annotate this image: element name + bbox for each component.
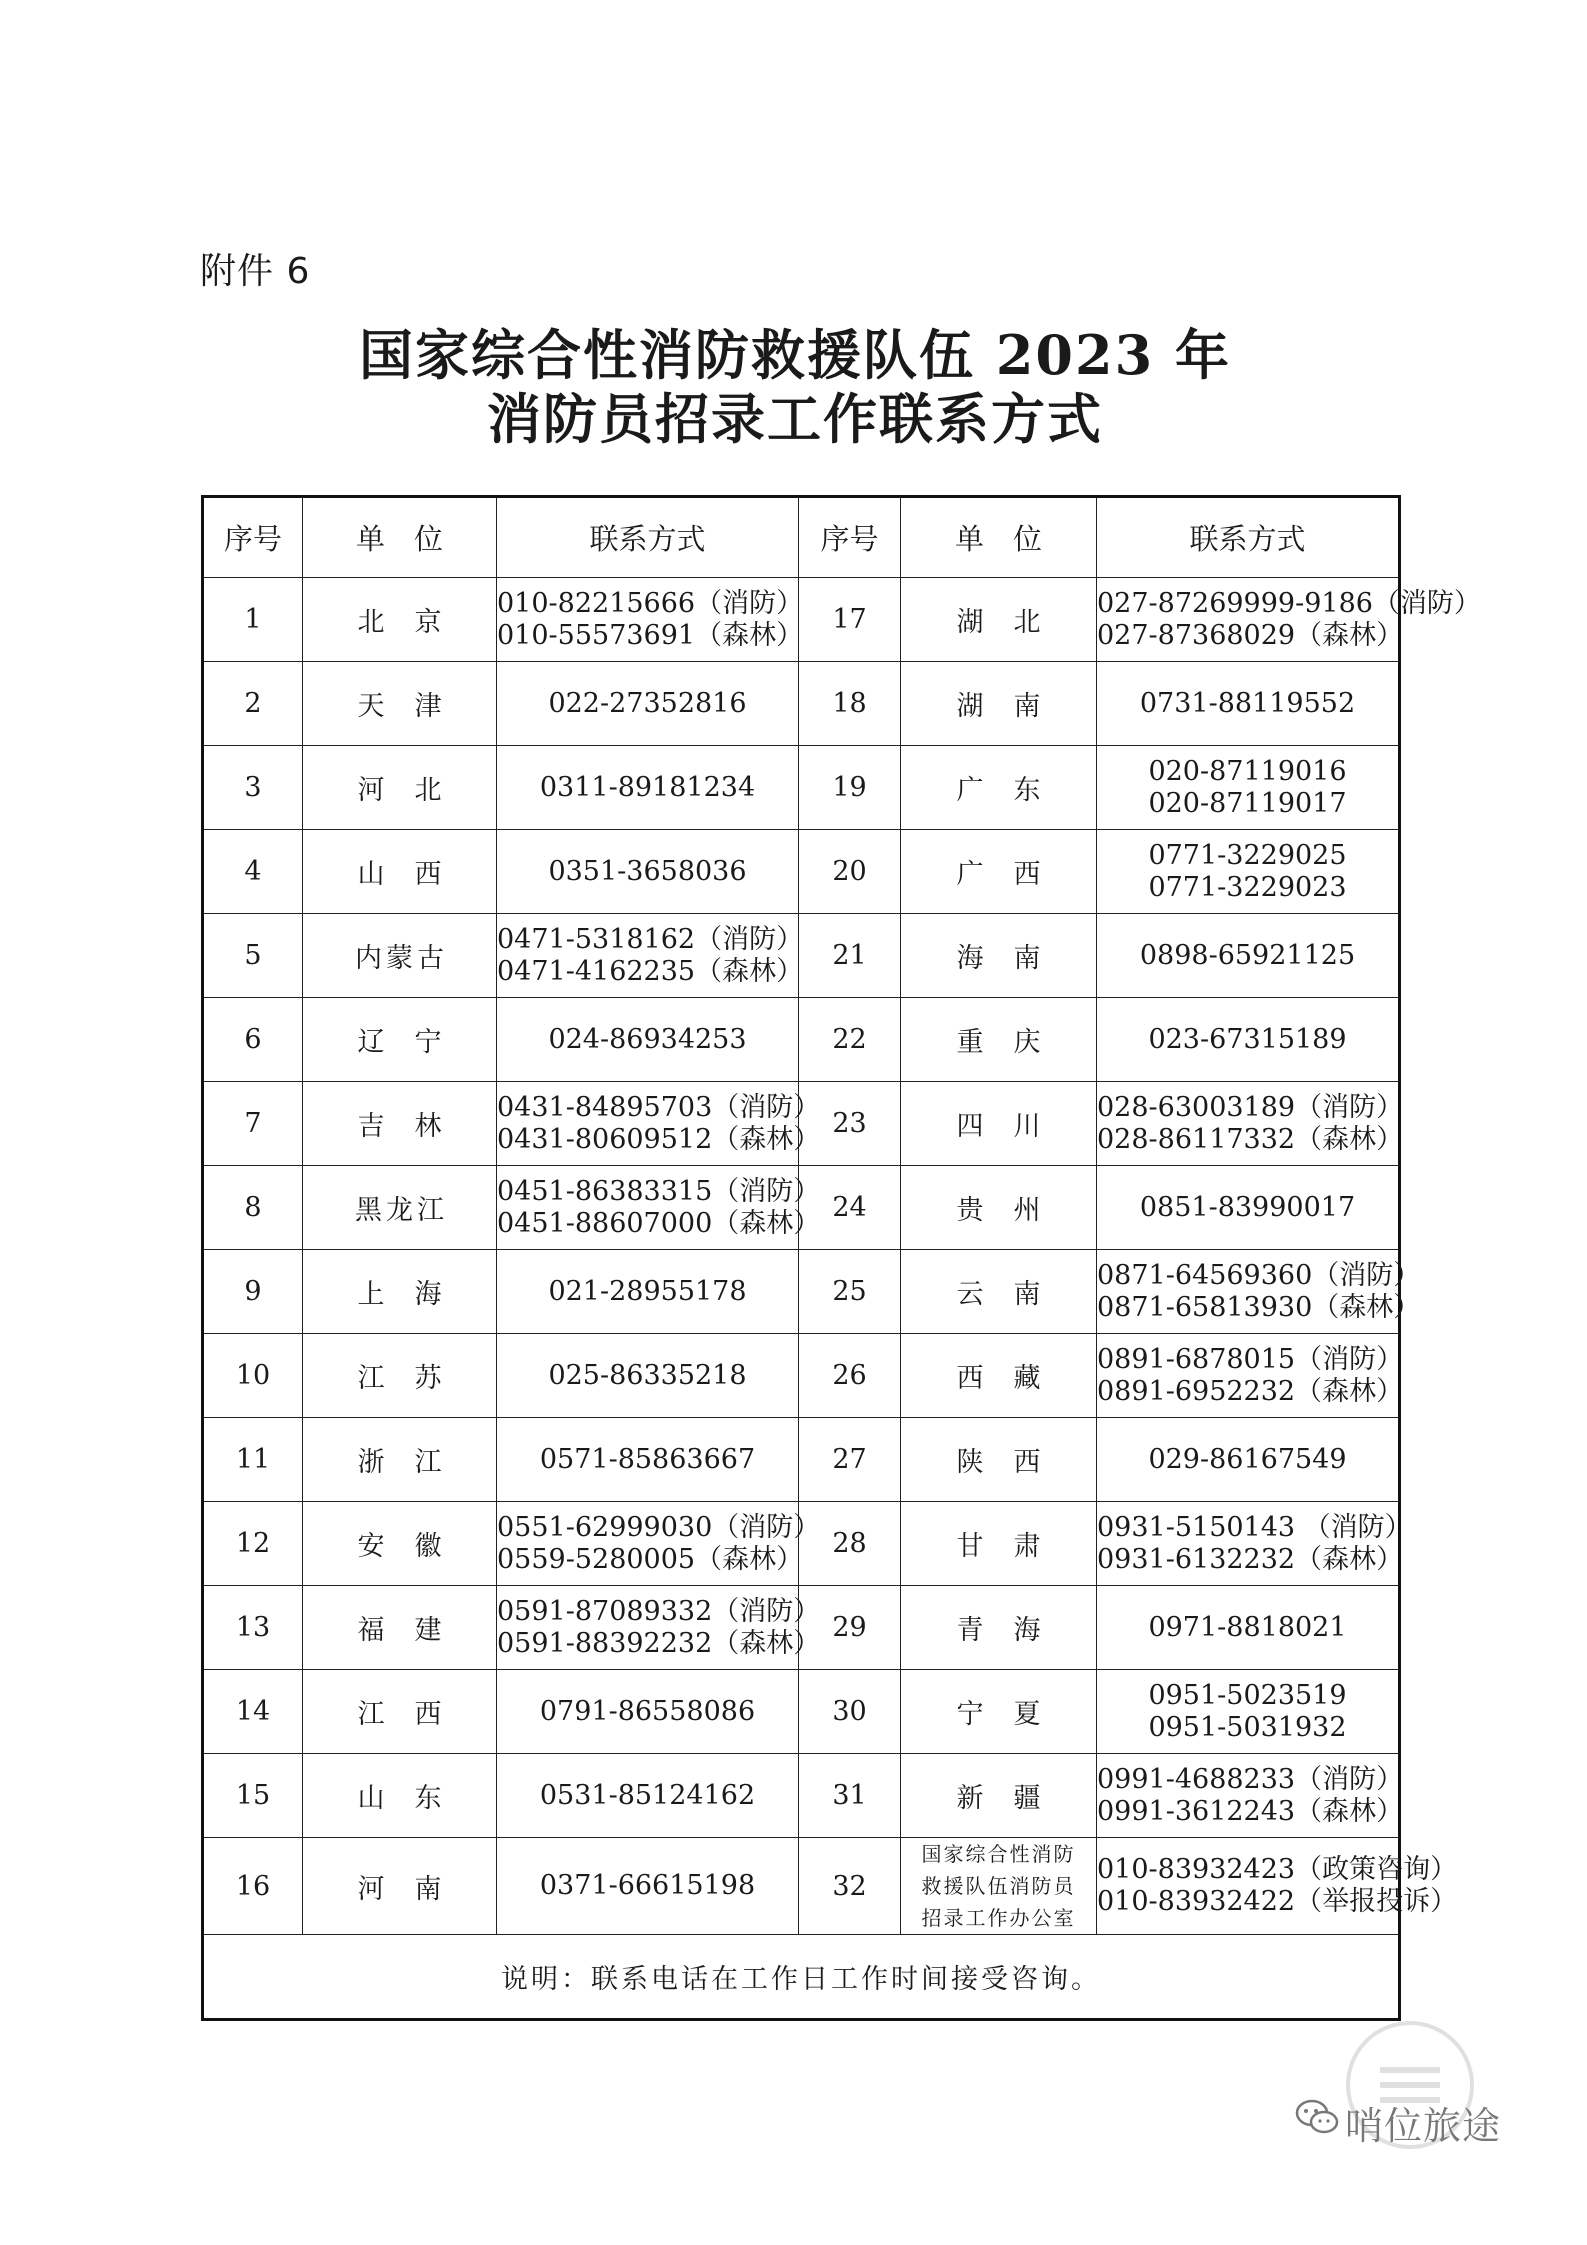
header-unit: 单 位: [901, 497, 1097, 578]
unit-name: 广东: [901, 746, 1097, 830]
phone-number: 029-86167549: [1148, 1443, 1347, 1475]
phone-number: 0891-6952232（森林）: [1097, 1375, 1404, 1407]
contact-info: [1097, 830, 1400, 914]
row-number: 27: [799, 1418, 901, 1502]
row-number: 4: [203, 830, 303, 914]
row-number: 7: [203, 1082, 303, 1166]
table-body: [203, 578, 1481, 1935]
phone-number: 0991-4688233（消防）: [1097, 1763, 1404, 1795]
document-title-line-2: 消防员招录工作联系方式: [487, 387, 1103, 451]
unit-name: 新疆: [901, 1754, 1097, 1838]
row-number: 32: [799, 1838, 901, 1935]
phone-number: 0571-85863667: [539, 1443, 756, 1475]
unit-name: 辽宁: [303, 998, 497, 1082]
phone-number: 0431-80609512（森林）: [497, 1123, 821, 1155]
phone-number: 0731-88119552: [1139, 687, 1356, 719]
contact-info: [497, 1586, 821, 1670]
phone-number: 0471-5318162（消防）: [497, 923, 804, 955]
row-number: 12: [203, 1502, 303, 1586]
table-row: [203, 1166, 1400, 1250]
unit-name: 宁夏: [901, 1670, 1097, 1754]
contact-info: [497, 662, 799, 746]
row-number: 16: [203, 1838, 303, 1935]
phone-number: 022-27352816: [548, 687, 747, 719]
wechat-icon: [1295, 2098, 1339, 2136]
contact-info: [497, 1418, 799, 1502]
phone-number: 023-67315189: [1148, 1023, 1347, 1055]
unit-name: 重庆: [901, 998, 1097, 1082]
unit-name: 吉林: [303, 1082, 497, 1166]
unit-name-line: 招录工作办公室: [921, 1906, 1076, 1930]
unit-name: 山西: [303, 830, 497, 914]
unit-name: 贵州: [901, 1166, 1097, 1250]
phone-number: 0559-5280005（森林）: [497, 1543, 804, 1575]
phone-number: 0898-65921125: [1139, 939, 1356, 971]
unit-name: 江苏: [303, 1334, 497, 1418]
contact-info: [1097, 1838, 1458, 1935]
phone-number: 0351-3658036: [548, 855, 747, 887]
contact-info: [1097, 1754, 1404, 1838]
contact-info: [497, 830, 799, 914]
table-header-row: [203, 497, 1400, 578]
contact-info: [1097, 1670, 1400, 1754]
contact-info: [497, 1502, 821, 1586]
header-contact: 联系方式: [1097, 497, 1400, 578]
phone-number: 0871-64569360（消防）: [1097, 1259, 1421, 1291]
unit-name: 西藏: [901, 1334, 1097, 1418]
phone-number: 0771-3229025: [1148, 839, 1347, 871]
unit-name: 黑龙江: [303, 1166, 497, 1250]
contact-info: [1097, 1502, 1412, 1586]
unit-name: [901, 1838, 1097, 1935]
table-row: [203, 1838, 1400, 1935]
phone-number: 0791-86558086: [539, 1695, 756, 1727]
contact-info: [1097, 998, 1400, 1082]
contact-info: [1097, 1166, 1400, 1250]
row-number: 9: [203, 1250, 303, 1334]
attachment-label: 附件 6: [200, 251, 311, 292]
unit-name-line: 救援队伍消防员: [921, 1874, 1076, 1898]
table-row: [203, 1334, 1400, 1418]
row-number: 1: [203, 578, 303, 662]
phone-number: 028-63003189（消防）: [1097, 1091, 1404, 1123]
unit-name: 陕西: [901, 1418, 1097, 1502]
row-number: 23: [799, 1082, 901, 1166]
phone-number: 0951-5031932: [1148, 1711, 1347, 1743]
contact-info: [497, 578, 804, 662]
row-number: 24: [799, 1166, 901, 1250]
table-row: [203, 914, 1400, 998]
header-number: 序号: [799, 497, 901, 578]
unit-name: 内蒙古: [303, 914, 497, 998]
phone-number: 020-87119016: [1148, 755, 1347, 787]
unit-name: 山东: [303, 1754, 497, 1838]
unit-name: 甘肃: [901, 1502, 1097, 1586]
row-number: 18: [799, 662, 901, 746]
contact-table: [201, 495, 1481, 2021]
contact-info: [497, 746, 799, 830]
contact-info: [1097, 662, 1400, 746]
row-number: 2: [203, 662, 303, 746]
phone-number: 010-55573691（森林）: [497, 619, 804, 651]
note-row: [203, 1935, 1400, 2020]
phone-number: 010-82215666（消防）: [497, 587, 804, 619]
phone-number: 0591-87089332（消防）: [497, 1595, 821, 1627]
phone-number: 0931-5150143 （消防）: [1097, 1511, 1412, 1543]
row-number: 25: [799, 1250, 901, 1334]
contact-info: [497, 998, 799, 1082]
unit-name: 北京: [303, 578, 497, 662]
unit-name-line: 国家综合性消防: [921, 1842, 1076, 1866]
table-row: [203, 1250, 1400, 1334]
contact-info: [497, 1838, 799, 1935]
unit-name: 云南: [901, 1250, 1097, 1334]
row-number: 11: [203, 1418, 303, 1502]
unit-name: 湖北: [901, 578, 1097, 662]
phone-number: 0471-4162235（森林）: [497, 955, 804, 987]
row-number: 19: [799, 746, 901, 830]
phone-number: 021-28955178: [548, 1275, 747, 1307]
contact-info: [497, 1082, 821, 1166]
contact-info: [1097, 1334, 1404, 1418]
unit-name: 湖南: [901, 662, 1097, 746]
watermark-text: 哨位旅途: [1345, 2104, 1502, 2148]
unit-name: 天津: [303, 662, 497, 746]
unit-name: 河南: [303, 1838, 497, 1935]
phone-number: 0591-88392232（森林）: [497, 1627, 821, 1659]
phone-number: 027-87269999-9186（消防）: [1097, 587, 1481, 619]
contact-info: [1097, 578, 1481, 662]
contact-info: [497, 1166, 821, 1250]
phone-number: 0951-5023519: [1148, 1679, 1347, 1711]
unit-name: 浙江: [303, 1418, 497, 1502]
phone-number: 010-83932423（政策咨询）: [1097, 1854, 1458, 1885]
table-row: [203, 1586, 1400, 1670]
table-row: [203, 1754, 1400, 1838]
phone-number: 0851-83990017: [1139, 1191, 1356, 1223]
row-number: 14: [203, 1670, 303, 1754]
row-number: 30: [799, 1670, 901, 1754]
phone-number: 0771-3229023: [1148, 871, 1347, 903]
row-number: 10: [203, 1334, 303, 1418]
header-number: 序号: [203, 497, 303, 578]
row-number: 21: [799, 914, 901, 998]
phone-number: 0891-6878015（消防）: [1097, 1343, 1404, 1375]
row-number: 8: [203, 1166, 303, 1250]
table-row: [203, 1418, 1400, 1502]
phone-number: 0871-65813930（森林）: [1097, 1291, 1421, 1323]
phone-number: 0531-85124162: [539, 1779, 756, 1811]
contact-info: [497, 1754, 799, 1838]
phone-number: 0451-88607000（森林）: [497, 1207, 821, 1239]
unit-name: 河北: [303, 746, 497, 830]
row-number: 29: [799, 1586, 901, 1670]
table-row: [203, 1502, 1400, 1586]
phone-number: 0971-8818021: [1148, 1611, 1347, 1643]
phone-number: 0431-84895703（消防）: [497, 1091, 821, 1123]
row-number: 20: [799, 830, 901, 914]
contact-info: [1097, 1586, 1400, 1670]
unit-name: 上海: [303, 1250, 497, 1334]
unit-name: 安徽: [303, 1502, 497, 1586]
row-number: 28: [799, 1502, 901, 1586]
contact-info: [1097, 1418, 1400, 1502]
table-row: [203, 830, 1400, 914]
row-number: 5: [203, 914, 303, 998]
header-contact: 联系方式: [497, 497, 799, 578]
phone-number: 0371-66615198: [539, 1870, 756, 1901]
phone-number: 025-86335218: [548, 1359, 747, 1391]
table-row: [203, 578, 1400, 662]
unit-name: 海南: [901, 914, 1097, 998]
table-row: [203, 1082, 1400, 1166]
table-row: [203, 746, 1400, 830]
phone-number: 0991-3612243（森林）: [1097, 1795, 1404, 1827]
phone-number: 027-87368029（森林）: [1097, 619, 1404, 651]
contact-info: [497, 1250, 799, 1334]
unit-name: 福建: [303, 1586, 497, 1670]
row-number: 6: [203, 998, 303, 1082]
contact-info: [497, 1670, 799, 1754]
note-text: 说明：联系电话在工作日工作时间接受咨询。: [203, 1935, 1400, 2020]
row-number: 26: [799, 1334, 901, 1418]
phone-number: 0551-62999030（消防）: [497, 1511, 821, 1543]
phone-number: 0931-6132232（森林）: [1097, 1543, 1404, 1575]
document-title-line-1: 国家综合性消防救援队伍 2023 年: [359, 323, 1231, 387]
phone-number: 010-83932422（举报投诉）: [1097, 1886, 1458, 1917]
table-row: [203, 998, 1400, 1082]
table-row: [203, 662, 1400, 746]
phone-number: 0311-89181234: [539, 771, 756, 803]
phone-number: 024-86934253: [548, 1023, 747, 1055]
contact-info: [1097, 1082, 1404, 1166]
phone-number: 0451-86383315（消防）: [497, 1175, 821, 1207]
contact-info: [1097, 746, 1400, 830]
contact-info: [497, 1334, 799, 1418]
row-number: 3: [203, 746, 303, 830]
row-number: 17: [799, 578, 901, 662]
row-number: 15: [203, 1754, 303, 1838]
contact-info: [1097, 1250, 1421, 1334]
unit-name: 江西: [303, 1670, 497, 1754]
unit-name: 四川: [901, 1082, 1097, 1166]
contact-info: [1097, 914, 1400, 998]
contact-info: [497, 914, 804, 998]
row-number: 31: [799, 1754, 901, 1838]
row-number: 22: [799, 998, 901, 1082]
phone-number: 028-86117332（森林）: [1097, 1123, 1404, 1155]
header-unit: 单 位: [303, 497, 497, 578]
phone-number: 020-87119017: [1148, 787, 1347, 819]
row-number: 13: [203, 1586, 303, 1670]
unit-name: 广西: [901, 830, 1097, 914]
table-row: [203, 1670, 1400, 1754]
unit-name: 青海: [901, 1586, 1097, 1670]
